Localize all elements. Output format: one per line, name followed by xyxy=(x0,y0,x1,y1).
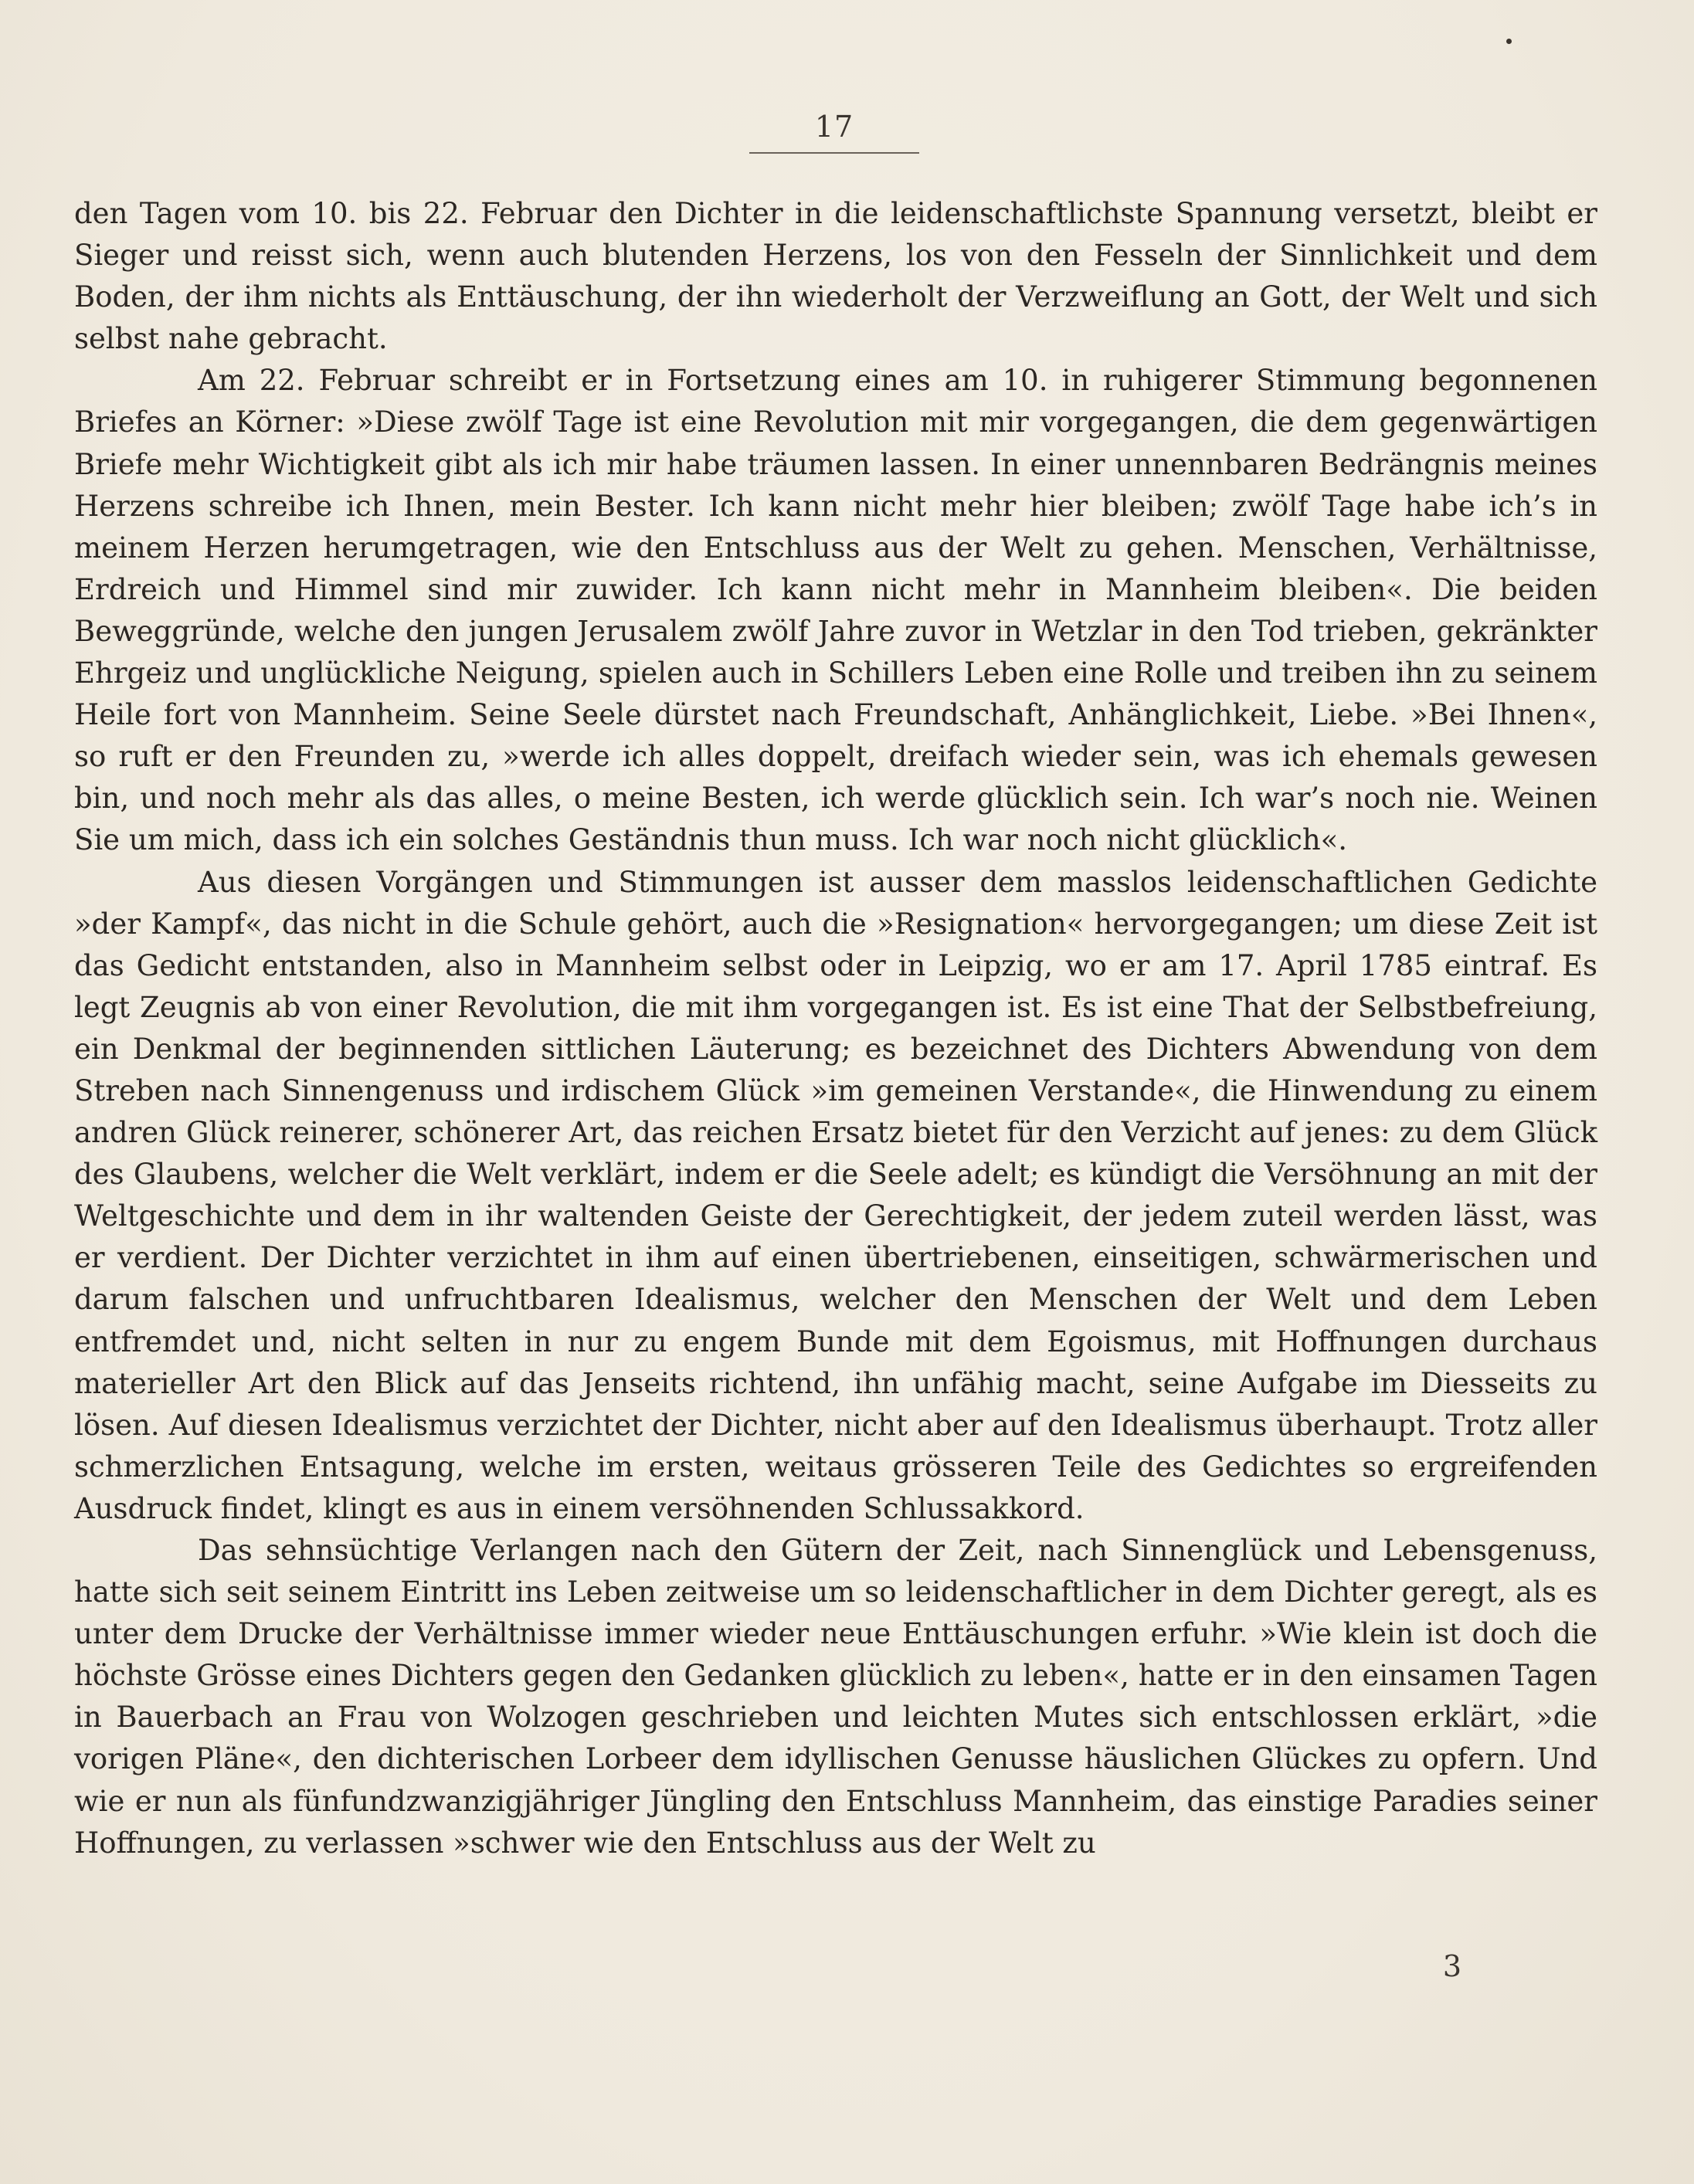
header-rule xyxy=(749,152,919,154)
paragraph-3: Aus diesen Vorgängen und Stimmungen ist ausser dem masslos leidenschaftlichen Gedichte »der Kampf«, das nicht in die Schule gehört, auch die »Resignation« hervorgegangen; um diese Zeit ist das Gedicht entstanden, also in Mannheim selbst oder in Leipzig, wo er am 17. April 1785 eintraf. Es legt Zeugnis ab von einer Revolution, die mit ihm vorgegangen ist. Es ist eine That der Selbstbefreiung, ein Denkmal der beginnenden sittlichen Läuterung; es bezeichnet des Dichters Abwendung von dem Streben nach Sinnengenuss und irdischem Glück »im gemeinen Verstande«, die Hinwendung zu einem andren Glück reinerer, schönerer Art, das reichen Ersatz bietet für den Verzicht auf jenes: zu dem Glück des Glaubens, welcher die Welt verklärt, indem er die Seele adelt; es kündigt die Versöhnung an mit der Weltgeschichte und dem in ihr waltenden Geiste der Gerechtigkeit, der jedem zuteil werden lässt, was er verdient. Der Dichter verzichtet in ihm auf einen übertriebenen, einseitigen, schwärmerischen und darum falschen und unfruchtbaren Idealismus, welcher den Menschen der Welt und dem Leben entfremdet und, nicht selten in nur zu engem Bunde mit dem Egoismus, mit Hoffnungen durchaus materieller Art den Blick auf das Jenseits richtend, ihn unfähig macht, seine Aufgabe im Diesseits zu lösen. Auf diesen Idealismus verzichtet der Dichter, nicht aber auf den Idealismus überhaupt. Trotz aller schmerzlichen Entsagung, welche im ersten, weitaus grösseren Teile des Gedichtes so ergreifenden Ausdruck findet, klingt es aus in einem versöhnenden Schlussakkord. xyxy=(74,865,1597,1525)
ink-speck xyxy=(1506,39,1512,44)
page-number: 17 xyxy=(814,110,854,144)
paragraph-1: den Tagen vom 10. bis 22. Februar den Dichter in die leidenschaftlichste Spannung versetzt, bleibt er Sieger und reisst sich, wenn auch blutenden Herzens, los von den Fesseln der Sinnlichkeit und dem Boden, der ihm nichts als Enttäuschung, der ihn wiederholt der Verzweiflung an Gott, der Welt und sich selbst nahe gebracht. xyxy=(74,197,1597,356)
body-text xyxy=(74,193,1597,1864)
paragraph-2: Am 22. Februar schreibt er in Fortsetzung eines am 10. in ruhigerer Stimmung begonnenen Briefes an Körner: »Diese zwölf Tage ist eine Revolution mit mir vorgegangen, die dem gegenwärtigen Briefe mehr Wichtigkeit gibt als ich mir habe träumen lassen. In einer unnennbaren Bedrängnis meines Herzens schreibe ich Ihnen, mein Bester. Ich kann nicht mehr hier bleiben; zwölf Tage habe ich’s in meinem Herzen herumgetragen, wie den Entschluss aus der Welt zu gehen. Menschen, Verhältnisse, Erdreich und Himmel sind mir zuwider. Ich kann nicht mehr in Mannheim bleiben«. Die beiden Beweggründe, welche den jungen Jerusalem zwölf Jahre zuvor in Wetzlar in den Tod trieben, gekränkter Ehrgeiz und unglückliche Neigung, spielen auch in Schillers Leben eine Rolle und treiben ihn zu seinem Heile fort von Mannheim. Seine Seele dürstet nach Freundschaft, Anhänglichkeit, Liebe. »Bei Ihnen«, so ruft er den Freunden zu, »werde ich alles doppelt, dreifach wieder sein, was ich ehemals gewesen bin, und noch mehr als das alles, o meine Besten, ich werde glücklich sein. Ich war’s noch nie. Weinen Sie um mich, dass ich ein solches Geständnis thun muss. Ich war noch nicht glücklich«. xyxy=(74,364,1597,857)
signature-mark: 3 xyxy=(1442,1949,1462,1983)
paragraph-4: Das sehnsüchtige Verlangen nach den Gütern der Zeit, nach Sinnenglück und Lebensgenuss, hatte sich seit seinem Eintritt ins Leben zeitweise um so leidenschaftlicher in dem Dichter geregt, als es unter dem Drucke der Verhältnisse immer wieder neue Enttäuschungen erfuhr. »Wie klein ist doch die höchste Grösse eines Dichters gegen den Gedanken glücklich zu leben«, hatte er in den einsamen Tagen in Bauerbach an Frau von Wolzogen geschrieben und leichten Mutes sich entschlossen erklärt, »die vorigen Pläne«, den dichterischen Lorbeer dem idyllischen Genusse häuslichen Glückes zu opfern. Und wie er nun als fünfundzwanzigjähriger Jüngling den Entschluss Mannheim, das einstige Paradies seiner Hoffnungen, zu verlassen »schwer wie den Entschluss aus der Welt zu xyxy=(74,1534,1597,1860)
